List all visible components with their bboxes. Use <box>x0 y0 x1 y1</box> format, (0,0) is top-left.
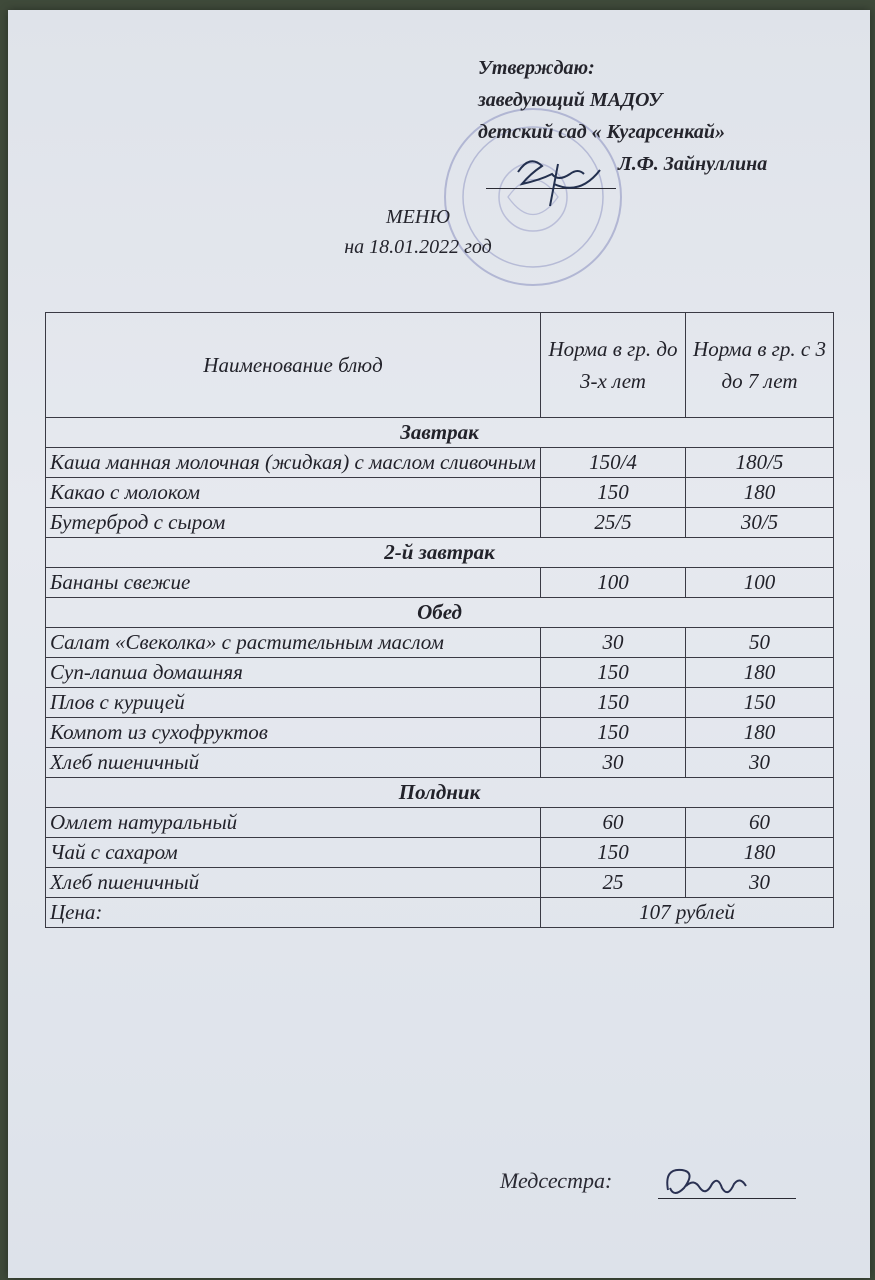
norm-large: 30/5 <box>686 508 834 538</box>
norm-large: 180 <box>686 478 834 508</box>
header-dish: Наименование блюд <box>46 313 541 418</box>
dish-name: Салат «Свеколка» с растительным маслом <box>46 628 541 658</box>
header-norm-large: Норма в гр. с 3 до 7 лет <box>686 313 834 418</box>
table-row <box>46 688 834 718</box>
approval-title: Утверждаю: <box>478 57 595 79</box>
dish-name: Омлет натуральный <box>46 808 541 838</box>
norm-large: 180 <box>686 838 834 868</box>
dish-name: Чай с сахаром <box>46 838 541 868</box>
norm-large: 180 <box>686 718 834 748</box>
table-row <box>46 568 834 598</box>
nurse-signature <box>660 1158 755 1208</box>
document-date: на 18.01.2022 год <box>344 236 492 258</box>
table-row <box>46 808 834 838</box>
norm-large: 180 <box>686 658 834 688</box>
dish-name: Каша манная молочная (жидкая) с маслом сливочным <box>46 448 541 478</box>
price-row <box>46 898 834 928</box>
norm-small: 30 <box>541 748 686 778</box>
norm-large: 100 <box>686 568 834 598</box>
dish-name: Плов с курицей <box>46 688 541 718</box>
table-row <box>46 658 834 688</box>
table-row <box>46 478 834 508</box>
dish-name: Какао с молоком <box>46 478 541 508</box>
dish-name: Бутерброд с сыром <box>46 508 541 538</box>
dish-name: Хлеб пшеничный <box>46 868 541 898</box>
menu-table <box>45 312 834 928</box>
norm-small: 60 <box>541 808 686 838</box>
approval-organization: детский сад « Кугарсенкай» <box>478 121 725 143</box>
approval-position: заведующий МАДОУ <box>478 89 663 111</box>
section-breakfast: Завтрак <box>46 418 834 448</box>
norm-large: 30 <box>686 868 834 898</box>
dish-name: Суп-лапша домашняя <box>46 658 541 688</box>
norm-small: 25/5 <box>541 508 686 538</box>
norm-large: 60 <box>686 808 834 838</box>
table-header-row <box>46 313 834 418</box>
table-row <box>46 868 834 898</box>
nurse-label: Медсестра: <box>500 1168 613 1193</box>
table-row <box>46 508 834 538</box>
section-second-breakfast: 2-й завтрак <box>46 538 834 568</box>
table-row <box>46 448 834 478</box>
document-sheet <box>8 10 870 1278</box>
norm-small: 150/4 <box>541 448 686 478</box>
section-afternoon-snack: Полдник <box>46 778 834 808</box>
dish-name: Компот из сухофруктов <box>46 718 541 748</box>
norm-small: 150 <box>541 658 686 688</box>
norm-small: 150 <box>541 718 686 748</box>
price-value: 107 рублей <box>541 898 834 928</box>
norm-large: 150 <box>686 688 834 718</box>
norm-large: 50 <box>686 628 834 658</box>
norm-small: 150 <box>541 838 686 868</box>
norm-large: 30 <box>686 748 834 778</box>
section-lunch: Обед <box>46 598 834 628</box>
director-signature <box>500 144 610 214</box>
header-norm-small: Норма в гр. до 3-х лет <box>541 313 686 418</box>
approval-signer: Л.Ф. Зайнуллина <box>618 153 768 175</box>
dish-name: Хлеб пшеничный <box>46 748 541 778</box>
norm-small: 30 <box>541 628 686 658</box>
norm-small: 150 <box>541 688 686 718</box>
dish-name: Бананы свежие <box>46 568 541 598</box>
table-row <box>46 628 834 658</box>
norm-small: 150 <box>541 478 686 508</box>
norm-small: 100 <box>541 568 686 598</box>
document-title: МЕНЮ <box>386 206 450 228</box>
price-label: Цена: <box>46 898 541 928</box>
table-row <box>46 748 834 778</box>
norm-small: 25 <box>541 868 686 898</box>
table-row <box>46 718 834 748</box>
table-row <box>46 838 834 868</box>
norm-large: 180/5 <box>686 448 834 478</box>
